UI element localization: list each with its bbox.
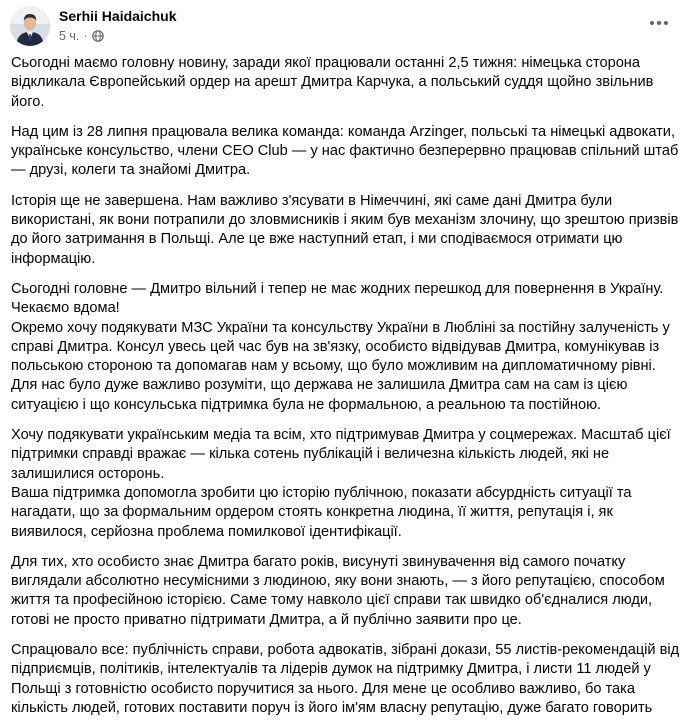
avatar-photo-icon [10,6,50,46]
author-name[interactable]: Serhii Haidaichuk [59,8,177,24]
meta-separator: · [83,29,88,43]
post-meta [59,28,104,44]
author-avatar[interactable] [10,6,50,46]
more-horizontal-icon [649,20,669,26]
more-options-button[interactable] [644,8,674,38]
post-time[interactable]: 5 ч. [59,29,80,43]
post-paragraph: Історія ще не завершена. Нам важливо з'ясувати в Німеччині, які саме дані Дмитра були використані, як вони потрапили до зловмисників і яким був механізм злочину, що зрештою призвів до його затримання в Польщі. Але це вже наступний етап, і ми сподіваємося отримати цю інформацію. [11,192,679,267]
post-paragraph: Сьогодні маємо головну новину, заради якої працювали останні 2,5 тижня: німецька сторона відкликала Європейський ордер на арешт Дмитра Карчука, а польський суддя щойно звільнив його. [11,55,654,110]
post-paragraph: Над цим із 28 липня працювала велика команда: команда Arzinger, польські та німецькі адвокати, українське консульство, члени CEO Club — у нас фактично безперервно працював спільний штаб — друзі, колеги та знайомі Дмитра. [11,123,679,179]
post-body [11,54,683,723]
post-paragraph: Спрацювало все: публічність справи, робота адвокатів, зібрані докази, 55 листів-рекомендацій від підприємців, політиків, інтелектуалів та лідерів думок на підтримку Дмитра, і листи 11 людей у Польщі з готовністю особисто поручитися за нього. Для мене це особливо важливо, бо така кількість людей, готових поставити поруч із його ім'ям власну репутацію, дуже багато говорить [11,642,680,716]
post-paragraph: Для тих, хто особисто знає Дмитра багато років, висунуті звинувачення від самого початку виглядали абсолютно несумісними з людиною, яку вони знають, — з його репутацією, способом життя та професійною історією. Саме тому навколо цієї справи так швидко об'єдналися люди, готові не просто приватно підтримати Дмитра, а й публічно заявити про це. [11,553,665,628]
post-paragraph: Хочу подякувати українським медіа та всім, хто підтримував Дмитра у соцмережах. Масштаб цієї підтримки справді вражає — кілька сотень публікацій і величезна кількість людей, які не залишилися осторонь. Ваша підтримка допомогла зробити цю історію публічною, показати абсурдність ситуації та нагадати, що за формальним ордером стоять конкретна людина, її життя, репутація і, як виявилося, серйозна проблема помилкової ідентифікації. [11,427,671,540]
post-header [0,0,690,50]
post-paragraph: Сьогодні головне — Дмитро вільний і тепер не має жодних перешкод для повернення в Україну. Чекаємо вдома! Окремо хочу подякувати МЗС України та консульству України в Любліні за постійну залученість у справі Дмитра. Консул увесь цей час був на зв'язку, особисто відвідував Дмитра, комунікував із польською стороною та допомагав нам у всьому, що було можливим на дипломатичному рівні. Для нас було дуже важливо розуміти, що держава не залишила Дмитра сам на сам із цією ситуацією і що консульська підтримка була не формальною, а реальною та постійною. [11,280,670,413]
globe-icon[interactable] [92,30,104,42]
